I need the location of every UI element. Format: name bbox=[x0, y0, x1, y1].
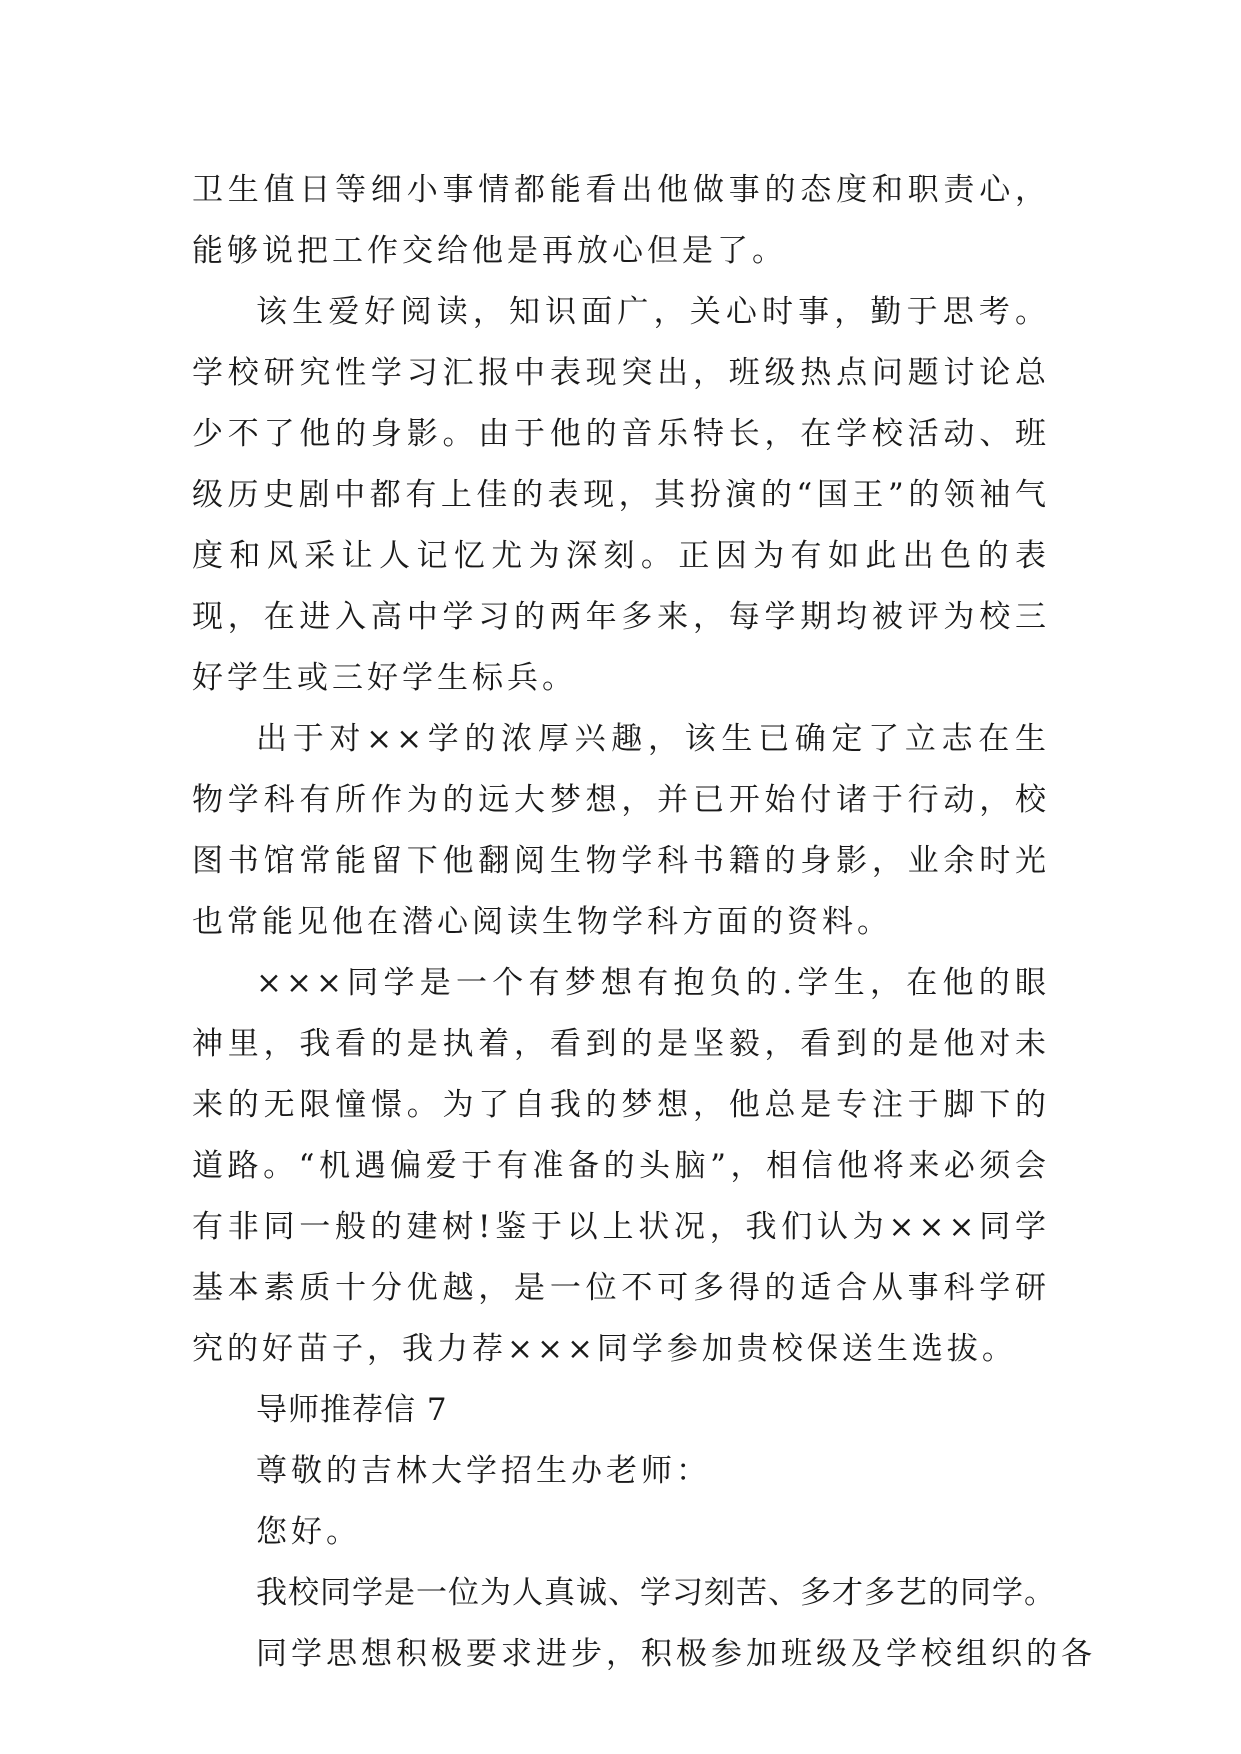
paragraph-recommendation: ×××同学是一个有梦想有抱负的.学生，在他的眼神里，我看的是执着，看到的是坚毅，看到的是他对未来的无限憧憬。为了自我的梦想，他总是专注于脚下的道路。“机遇偏爱于有准备的头脑”，相信他将来必须会有非同一般的建树!鉴于以上状况，我们认为×××同学基本素质十分优越，是一位不可多得的适合从事科学研究的好苗子，我力荐×××同学参加贵校保送生选拔。 bbox=[192, 965, 1050, 1367]
letter-intro-line: 我校同学是一位为人真诚、学习刻苦、多才多艺的同学。 bbox=[256, 1575, 1056, 1611]
paragraph-biology-interest: 出于对××学的浓厚兴趣，该生已确定了立志在生物学科有所作为的远大梦想，并已开始付诸于行动，校图书馆常能留下他翻阅生物学科书籍的身影，业余时光也常能见他在潜心阅读生物学科方面的资料。 bbox=[192, 721, 1050, 940]
letter-last-line: 同学思想积极要求进步，积极参加班级及学校组织的各 bbox=[256, 1636, 1096, 1672]
paragraph-continuation: 卫生值日等细小事情都能看出他做事的态度和职责心，能够说把工作交给他是再放心但是了。 bbox=[192, 172, 1050, 269]
document-body bbox=[192, 160, 1096, 1685]
letter-salutation: 尊敬的吉林大学招生办老师： bbox=[256, 1453, 711, 1489]
letter-heading: 导师推荐信 7 bbox=[256, 1392, 448, 1428]
paragraph-reading-interest: 该生爱好阅读，知识面广，关心时事，勤于思考。学校研究性学习汇报中表现突出，班级热点问题讨论总少不了他的身影。由于他的音乐特长，在学校活动、班级历史剧中都有上佳的表现，其扮演的“国王”的领袖气度和风采让人记忆尤为深刻。正因为有如此出色的表现，在进入高中学习的两年多来，每学期均被评为校三好学生或三好学生标兵。 bbox=[192, 294, 1050, 696]
letter-greeting: 您好。 bbox=[256, 1514, 361, 1550]
